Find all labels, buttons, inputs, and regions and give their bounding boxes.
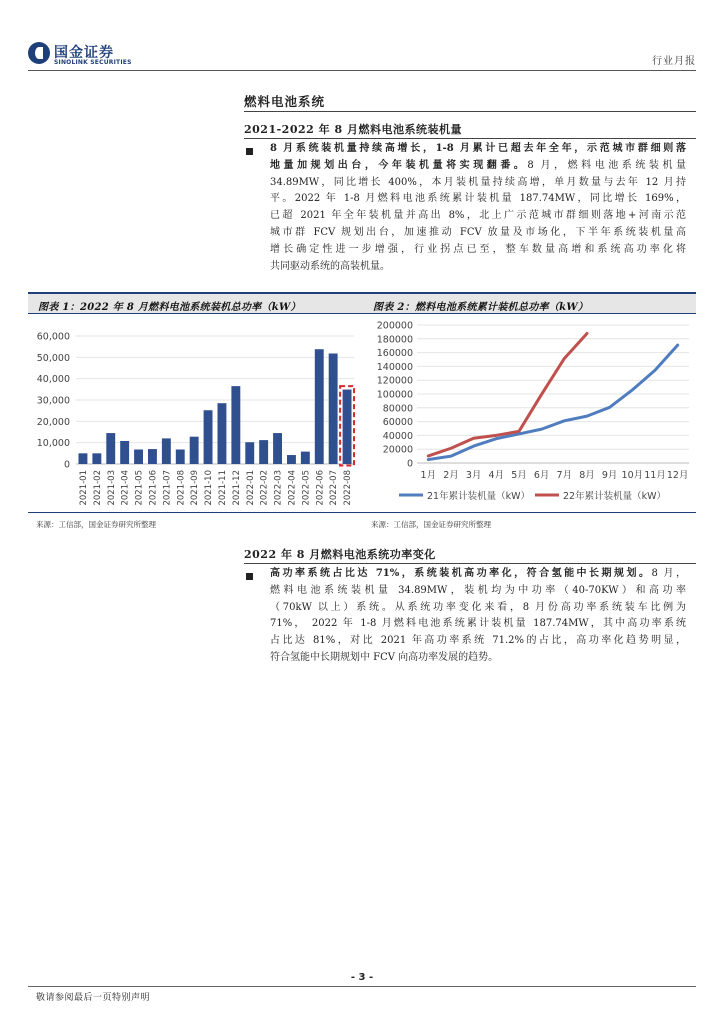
bar-chart — [28, 318, 363, 512]
y-tick-label: 120000 — [376, 375, 413, 387]
x-tick-label: 2021-03 — [106, 470, 117, 506]
logo-text-en: SINOLINK SECURITIES — [54, 59, 132, 66]
body-text: 平。2022 年 1-8 月燃料电池系统累计装机量 187.74MW，同比增长 169%， — [270, 193, 686, 205]
disclaimer-note: 敬请参阅最后一页特别声明 — [36, 993, 151, 1003]
bar — [343, 390, 352, 464]
x-tick-label: 7月 — [556, 470, 573, 481]
bar — [231, 386, 240, 464]
x-tick-label: 5月 — [511, 470, 527, 481]
subsection-title-2: 2022 年 8 月燃料电池系统功率变化 — [244, 548, 436, 561]
y-tick-label: 20,000 — [36, 416, 70, 428]
bar — [259, 440, 268, 464]
report-type: 行业月报 — [652, 56, 696, 67]
x-tick-label: 4月 — [488, 470, 505, 481]
bar — [134, 449, 143, 464]
body-text: 71%， 2022 年 1-8 月燃料电池系统累计装机量 187.74MW，其中高功率系统 — [270, 618, 686, 630]
paragraph-2 — [270, 566, 686, 667]
x-tick-label: 2021-12 — [231, 470, 242, 506]
bullet-icon — [246, 573, 253, 580]
paragraph-1 — [270, 141, 686, 275]
x-tick-label: 2021-08 — [176, 470, 187, 506]
y-tick-label: 60000 — [382, 417, 413, 429]
subsection-title-1: 2021-2022 年 8 月燃料电池系统装机量 — [244, 123, 462, 136]
x-tick-label: 8月 — [579, 470, 595, 481]
header-divider — [28, 70, 696, 71]
x-tick-label: 2月 — [443, 470, 459, 481]
x-tick-label: 2021-10 — [204, 470, 215, 506]
paragraph-line — [270, 191, 686, 208]
paragraph-line — [270, 225, 686, 242]
y-tick-label: 50,000 — [36, 352, 70, 364]
y-tick-label: 80000 — [382, 403, 413, 415]
bold-lead-text: 地量加规划出台，今年装机量将实现翻番。 — [270, 159, 528, 171]
x-tick-label: 2022-05 — [301, 470, 312, 506]
x-tick-label: 12月 — [666, 470, 689, 481]
bold-lead-text: 高功率系统占比达 71%，系统装机高功率化，符合氢能中长期规划。 — [270, 568, 652, 579]
legend-label: 22年累计装机量（kW） — [563, 491, 666, 502]
bar — [148, 449, 157, 464]
legend-label: 21年累计装机量（kW） — [427, 491, 530, 502]
y-tick-label: 30,000 — [36, 395, 70, 407]
x-tick-label: 2021-09 — [190, 470, 201, 506]
bar — [92, 453, 101, 464]
line-chart — [363, 318, 696, 512]
bar — [245, 442, 254, 464]
figure-2-bottom-rule — [363, 512, 696, 513]
y-tick-label: 0 — [63, 459, 70, 471]
y-tick-label: 10,000 — [36, 438, 70, 450]
x-tick-label: 3月 — [465, 470, 482, 481]
body-text: 34.89MW，同比增长 400%，本月装机量持续高增，单月数量与去年 12 月持 — [270, 176, 686, 188]
figure-2-source: 来源：工信部，国金证券研究所整理 — [371, 520, 491, 529]
figure-2-title: 图表 2：燃料电池系统累计装机总功率（kW） — [363, 292, 696, 314]
bar — [287, 455, 296, 464]
bar — [204, 410, 213, 464]
bullet-icon — [246, 148, 253, 155]
paragraph-line — [270, 616, 686, 633]
paragraph-line — [270, 600, 686, 617]
y-tick-label: 40,000 — [36, 374, 70, 386]
x-tick-label: 1月 — [420, 470, 437, 481]
x-tick-label: 2022-02 — [259, 470, 270, 506]
body-text: （70kW 以上）系统。从系统功率变化来看，8 月份高功率系统装车比例为 — [270, 601, 686, 613]
body-text: 符合氢能中长期规划中 FCV 向高功率发展的趋势。 — [270, 651, 499, 663]
x-tick-label: 2021-04 — [120, 470, 131, 506]
x-tick-label: 2022-04 — [287, 470, 298, 506]
paragraph-line — [270, 633, 686, 650]
company-logo-icon — [28, 42, 50, 64]
x-tick-label: 2021-11 — [217, 470, 228, 506]
body-text: 燃料电池系统装机量 34.89MW，装机均为中功率（40-70KW）和高功率 — [270, 584, 686, 596]
paragraph-line — [270, 175, 686, 192]
bold-lead-text: 8 月系统装机量持续高增长，1-8 月累计已超去年全年，示范城市群细则落 — [270, 143, 686, 154]
footer-divider — [28, 986, 696, 987]
body-text: 8 月， — [651, 568, 686, 579]
figure-1-source: 来源：工信部，国金证券研究所整理 — [36, 520, 156, 529]
paragraph-line — [270, 650, 686, 667]
x-tick-label: 9月 — [601, 470, 618, 481]
body-text: 城市群 FCV 规划出台，加速推动 FCV 放量及市场化，下半年系统装机量高 — [270, 226, 686, 238]
bar — [218, 403, 227, 464]
paragraph-line — [270, 566, 686, 583]
paragraph-line — [270, 141, 686, 158]
x-tick-label: 10月 — [621, 470, 644, 481]
y-tick-label: 40000 — [382, 430, 413, 442]
paragraph-line — [270, 158, 686, 175]
x-tick-label: 6月 — [533, 470, 550, 481]
y-tick-label: 0 — [406, 458, 413, 470]
subsection-divider-1 — [244, 138, 696, 139]
y-tick-label: 200000 — [376, 320, 413, 332]
section-title: 燃料电池系统 — [244, 94, 326, 109]
x-tick-label: 2021-01 — [78, 470, 89, 506]
y-tick-label: 180000 — [376, 334, 413, 346]
bar — [106, 433, 115, 464]
y-tick-label: 140000 — [376, 361, 413, 373]
body-text: 占比达 81%，对比 2021 年高功率系统 71.2%的占比，高功率化趋势明显， — [270, 635, 686, 647]
body-text: 已超 2021 年全年装机量并高出 8%，北上广示范城市群细则落地+河南示范 — [270, 210, 686, 222]
bar — [273, 433, 282, 464]
x-tick-label: 2021-02 — [92, 470, 103, 506]
x-tick-label: 2022-03 — [273, 470, 284, 506]
x-tick-label: 2021-07 — [162, 470, 173, 506]
section-divider — [244, 111, 696, 112]
bar — [190, 437, 199, 464]
bar — [79, 453, 88, 464]
x-tick-label: 2022-08 — [343, 470, 354, 506]
y-tick-label: 60,000 — [36, 331, 70, 343]
paragraph-line — [270, 583, 686, 600]
page-number: - 3 - — [350, 972, 374, 983]
figure-1-bottom-rule — [28, 512, 363, 513]
y-tick-label: 100000 — [376, 389, 413, 401]
bar — [176, 449, 185, 464]
figure-1-title: 图表 1：2022 年 8 月燃料电池系统装机总功率（kW） — [28, 292, 363, 314]
body-text: 增长确定性进一步增强，行业拐点已至，整车数量高增和系统高功率化将 — [270, 243, 686, 255]
x-tick-label: 2022-01 — [245, 470, 256, 506]
x-tick-label: 2021-05 — [134, 470, 145, 506]
subsection-divider-2 — [244, 563, 696, 564]
bar — [301, 452, 310, 464]
body-text: 共同驱动系统的高装机量。 — [270, 260, 390, 272]
y-tick-label: 20000 — [382, 444, 413, 456]
paragraph-line — [270, 208, 686, 225]
bar — [315, 349, 324, 464]
bar — [120, 441, 129, 464]
x-tick-label: 2022-07 — [329, 470, 340, 506]
body-text: 8 月，燃料电池系统装机量 — [527, 159, 686, 171]
bar — [329, 353, 338, 464]
paragraph-line — [270, 259, 686, 276]
x-tick-label: 2022-06 — [315, 470, 326, 506]
x-tick-label: 2021-06 — [148, 470, 159, 506]
bar — [162, 438, 171, 464]
logo-text-cn: 国金证券 — [54, 45, 114, 61]
x-tick-label: 11月 — [644, 470, 666, 481]
paragraph-line — [270, 242, 686, 259]
y-tick-label: 160000 — [376, 348, 413, 360]
